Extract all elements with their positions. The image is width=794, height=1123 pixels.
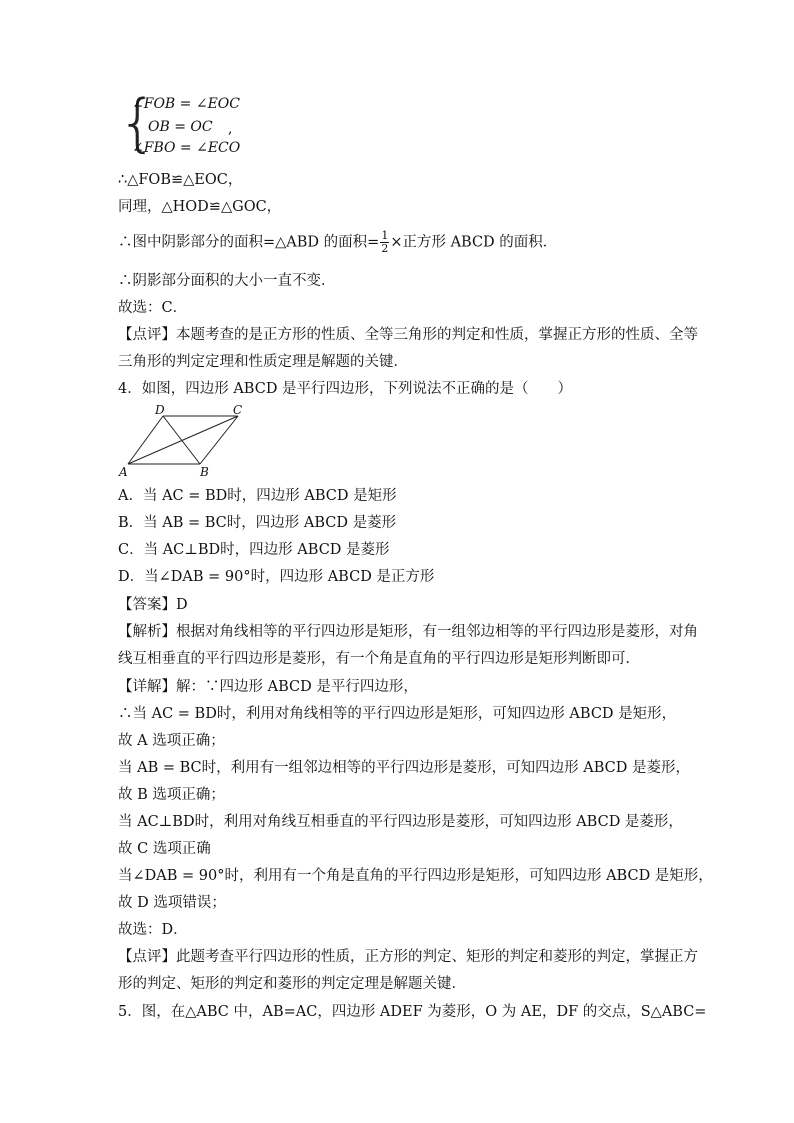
question-4: 4．如图，四边形 ABCD 是平行四边形，下列说法不正确的是（ ） xyxy=(118,381,573,397)
analysis-line-2: 线互相垂直的平行四边形是菱形，有一个角是直角的平行四边形是矩形判断即可． xyxy=(118,651,640,667)
diagonal-bd xyxy=(163,416,200,464)
line-3-suffix: ×正方形 ABCD 的面积． xyxy=(390,234,558,251)
line-1: ∴△FOB≌△EOC， xyxy=(118,172,243,188)
detail-line-10: 故选：D． xyxy=(118,922,188,938)
comment-line-1: 【点评】本题考查的是正方形的性质、全等三角形的判定和性质，掌握正方形的性质、全等 xyxy=(118,327,698,343)
answer: 【答案】D xyxy=(118,597,188,613)
detail-line-2: ∴当 AC = BD时，利用对角线相等的平行四边形是矩形，可知四边形 ABCD 是矩形， xyxy=(118,706,677,722)
comment-line-2: 三角形的判定定理和性质定理是解题的关键． xyxy=(118,354,408,370)
review-line-2: 形的判定、矩形的判定和菱形的判定定理是解题关键． xyxy=(118,976,466,992)
system-comma: , xyxy=(228,121,233,137)
question-5: 5．图，在△ABC 中，AB=AC，四边形 ADEF 为菱形，O 为 AE，DF 的交点，S△ABC= xyxy=(118,1004,707,1020)
system-eq-3: ∠FBO = ∠ECO xyxy=(132,140,241,156)
vertex-label-a: A xyxy=(119,465,128,479)
equation-system xyxy=(118,86,318,162)
option-a: A．当 AC = BD时，四边形 ABCD 是矩形 xyxy=(118,488,397,504)
vertex-label-b: B xyxy=(200,465,209,479)
detail-line-6: 当 AC⊥BD时，利用对角线互相垂直的平行四边形是菱形，可知四边形 ABCD 是菱形， xyxy=(118,814,683,830)
detail-line-5: 故 B 选项正确； xyxy=(118,787,225,803)
detail-line-4: 当 AB = BC时，利用有一组邻边相等的平行四边形是菱形，可知四边形 ABCD 是菱形， xyxy=(118,760,690,776)
diagonal-ac xyxy=(128,416,238,464)
line-5: 故选：C． xyxy=(118,300,188,316)
analysis-line-1: 【解析】根据对角线相等的平行四边形是矩形，有一组邻边相等的平行四边形是菱形，对角 xyxy=(118,624,698,640)
left-brace: { xyxy=(118,86,158,159)
fraction-half xyxy=(380,230,389,255)
detail-line-7: 故 C 选项正确 xyxy=(118,841,211,857)
detail-line-8: 当∠DAB = 90°时，利用有一个角是直角的平行四边形是矩形，可知四边形 ABCD 是矩形， xyxy=(118,868,713,884)
line-4: ∴阴影部分面积的大小一直不变． xyxy=(118,273,336,289)
line-3-prefix: ∴图中阴影部分的面积=△ABD 的面积= xyxy=(118,234,380,251)
line-3 xyxy=(118,230,557,255)
vertex-label-d: D xyxy=(155,404,165,417)
review-line-1: 【点评】此题考查平行四边形的性质，正方形的判定、矩形的判定和菱形的判定，掌握正方 xyxy=(118,949,698,965)
vertex-label-c: C xyxy=(233,404,243,417)
detail-line-3: 故 A 选项正确； xyxy=(118,733,225,749)
system-eq-2: OB = OC xyxy=(148,119,213,135)
parallelogram-figure xyxy=(118,404,278,480)
line-2: 同理，△HOD≌△GOC， xyxy=(118,199,282,215)
detail-line-9: 故 D 选项错误； xyxy=(118,895,226,911)
edge-bc xyxy=(200,416,238,464)
option-d: D．当∠DAB = 90°时，四边形 ABCD 是正方形 xyxy=(118,569,435,585)
fraction-denominator: 2 xyxy=(381,242,389,255)
system-eq-1: ∠FOB = ∠EOC xyxy=(132,96,240,112)
detail-line-1: 【详解】解：∵四边形 ABCD 是平行四边形， xyxy=(118,679,418,695)
fraction-numerator: 1 xyxy=(381,229,389,242)
option-b: B．当 AB = BC时，四边形 ABCD 是菱形 xyxy=(118,515,397,531)
option-c: C．当 AC⊥BD时，四边形 ABCD 是菱形 xyxy=(118,542,390,558)
